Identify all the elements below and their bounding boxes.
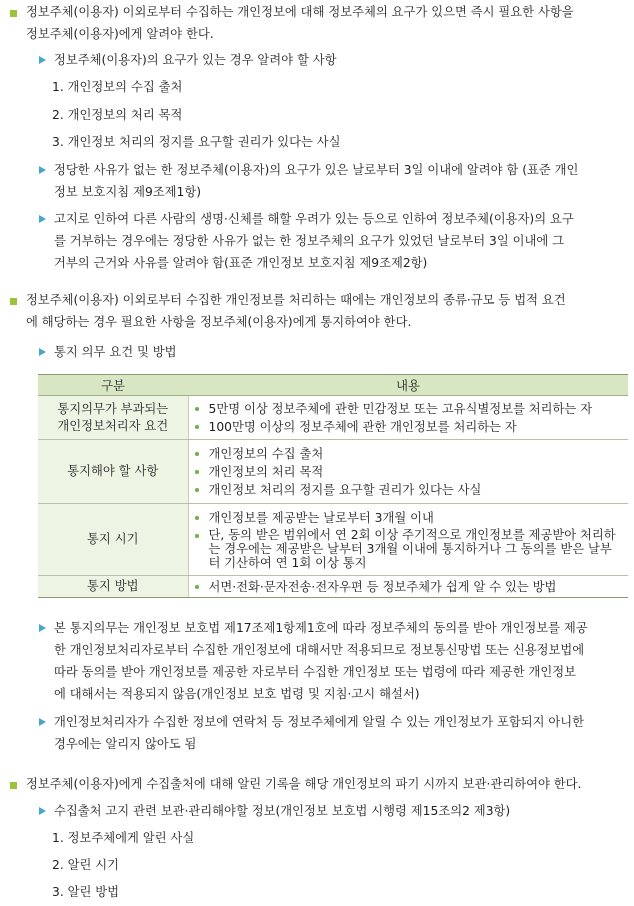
- section-3-bullet: 정보주체(이용자)에게 수집출처에 대해 알린 기록을 해당 개인정보의 파기 시까지 보관·관리하여야 한다.: [26, 777, 582, 791]
- bullet-dot-icon: [195, 534, 199, 538]
- list-item: 2. 알린 시기: [52, 858, 120, 872]
- list-item: 2. 개인정보의 처리 목적: [52, 108, 183, 122]
- table-row: [38, 504, 628, 576]
- table-row: [38, 576, 628, 598]
- category-line: 개인정보처리자 요건: [57, 418, 169, 433]
- table-row-contents: [188, 396, 628, 440]
- category-line: 통지 방법: [87, 579, 139, 593]
- content-item: 개인정보의 처리 목적: [208, 464, 324, 479]
- bullet-dot-icon: [195, 452, 199, 456]
- section-2-sub2-line: 에 대해서는 적용되지 않음(개인정보 보호 법령 및 지침·고시 해설서): [54, 687, 420, 701]
- bullet-square-icon: [10, 782, 17, 789]
- section-1-sub1: 정보주체(이용자)의 요구가 있는 경우 알려야 할 사항: [54, 53, 337, 67]
- section-2-sub2-line: 본 통지의무는 개인정보 보호법 제17조제1항제1호에 따라 정보주체의 동의를 받아 개인정보를 제공: [54, 621, 588, 635]
- content-item: 단, 동의 받은 범위에서 연 2회 이상 주기적으로 개인정보를 제공받아 처리하는 경우에는 제공받은 날부터 3개월 이내에 통지하거나 그 동의를 받은 날부터 기산하여 연 1회 이상 통지: [208, 527, 616, 570]
- table-header-row: [38, 375, 628, 396]
- section-1-bullet-cont: 정보주체(이용자)에게 알려야 한다.: [26, 27, 214, 41]
- table-header-category: 구분: [38, 375, 188, 396]
- list-item: 1. 개인정보의 수집 출처: [52, 80, 183, 94]
- table-row-contents: [188, 504, 628, 576]
- table-row: [38, 440, 628, 504]
- section-2-sub1: 통지 의무 요건 및 방법: [54, 345, 177, 359]
- category-line: 통지 시기: [87, 532, 139, 546]
- section-2-sub2-line: 한 개인정보처리자로부터 수집한 개인정보에 대해서만 적용되므로 정보통신망법 또는 신용정보법에: [54, 643, 585, 657]
- table-row: [38, 396, 628, 440]
- section-2-sub2-line: 따라 동의를 받아 개인정보를 제공한 자로부터 수집한 개인정보 또는 법령에 따라 제공한 개인정보: [54, 665, 577, 679]
- list-item: 3. 개인정보 처리의 정지를 요구할 권리가 있다는 사실: [52, 135, 341, 149]
- table-row-category: [38, 396, 188, 440]
- section-2-sub3-line: 경우에는 알리지 않아도 됨: [54, 737, 197, 751]
- table-row-category: [38, 504, 188, 576]
- section-1-sub3-line: 거부의 근거와 사유를 알려야 함(표준 개인정보 보호지침 제9조제2항): [54, 256, 428, 270]
- category-line: 통지해야 할 사항: [67, 464, 159, 478]
- bullet-dot-icon: [195, 425, 199, 429]
- section-1-sub3-line: 를 거부하는 경우에는 정당한 사유가 없는 한 정보주체의 요구가 있었던 날로부터 3일 이내에 그: [54, 234, 565, 248]
- requirements-table: [38, 374, 628, 598]
- table-row-contents: [188, 440, 628, 504]
- bullet-square-icon: [10, 298, 17, 305]
- table-row-category: [38, 440, 188, 504]
- triangle-bullet-icon: [39, 718, 46, 726]
- content-item: 5만명 이상 정보주체에 관한 민감정보 또는 고유식별정보를 처리하는 자: [208, 401, 593, 416]
- triangle-bullet-icon: [39, 624, 46, 632]
- bullet-dot-icon: [195, 488, 199, 492]
- section-3-sub1: 수집출처 고지 관련 보관·관리해야할 정보(개인정보 보호법 시행령 제15조의2 제3항): [54, 804, 511, 818]
- section-2-bullet-cont: 에 해당하는 경우 필요한 사항을 정보주체(이용자)에게 통지하여야 한다.: [26, 315, 412, 329]
- table-row-contents: [188, 576, 628, 598]
- triangle-bullet-icon: [39, 348, 46, 356]
- category-line: 통지의무가 부과되는: [57, 401, 169, 416]
- section-1-bullet: 정보주체(이용자) 이외로부터 수집하는 개인정보에 대해 정보주체의 요구가 있으면 즉시 필요한 사항을: [26, 5, 574, 19]
- content-item: 100만명 이상의 정보주체에 관한 개인정보를 처리하는 자: [208, 419, 517, 434]
- list-item: 3. 알린 방법: [52, 885, 120, 899]
- content-item: 개인정보를 제공받는 날로부터 3개월 이내: [208, 510, 434, 525]
- section-1-sub2-line: 정당한 사유가 없는 한 정보주체(이용자)의 요구가 있은 날로부터 3일 이내에 알려야 함 (표준 개인: [54, 163, 579, 177]
- triangle-bullet-icon: [39, 807, 46, 815]
- bullet-dot-icon: [195, 516, 199, 520]
- bullet-square-icon: [10, 10, 17, 17]
- list-item: 1. 정보주체에게 알린 사실: [52, 831, 195, 845]
- section-2-sub3-line: 개인정보처리자가 수집한 정보에 연락처 등 정보주체에게 알릴 수 있는 개인정보가 포함되지 아니한: [54, 715, 585, 729]
- content-item: 서면·전화·문자전송·전자우편 등 정보주체가 쉽게 알 수 있는 방법: [208, 579, 557, 594]
- content-item: 개인정보의 수집 출처: [208, 446, 324, 461]
- triangle-bullet-icon: [39, 215, 46, 223]
- table-row-category: [38, 576, 188, 598]
- section-1-sub2-line: 정보 보호지침 제9조제1항): [54, 185, 202, 199]
- bullet-dot-icon: [195, 470, 199, 474]
- content-item: 개인정보 처리의 정지를 요구할 권리가 있다는 사실: [208, 482, 482, 497]
- bullet-dot-icon: [195, 585, 199, 589]
- table-header-content: 내용: [188, 375, 628, 396]
- triangle-bullet-icon: [39, 166, 46, 174]
- triangle-bullet-icon: [39, 56, 46, 64]
- bullet-dot-icon: [195, 407, 199, 411]
- section-2-bullet: 정보주체(이용자) 이외로부터 수집한 개인정보를 처리하는 때에는 개인정보의 종류·규모 등 법적 요건: [26, 293, 566, 307]
- section-1-sub3-line: 고지로 인하여 다른 사람의 생명·신체를 해할 우려가 있는 등으로 인하여 정보주체(이용자)의 요구: [54, 212, 574, 226]
